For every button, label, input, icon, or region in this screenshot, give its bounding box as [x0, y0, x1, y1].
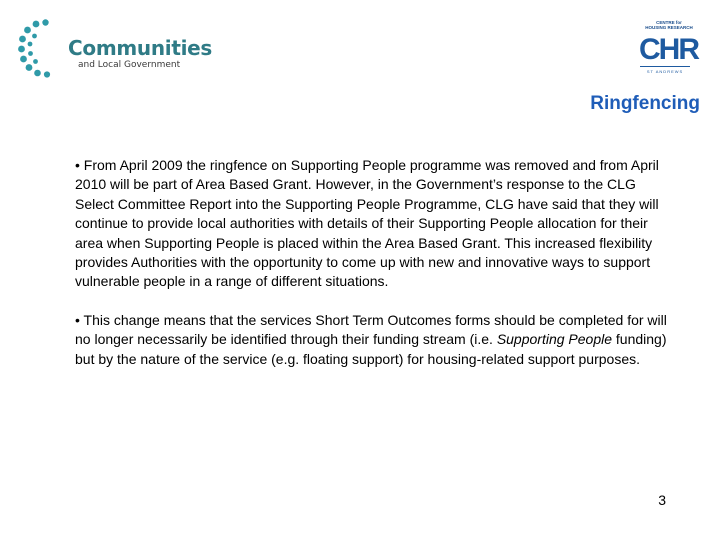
chr-logo-location: ST ANDREWS	[646, 69, 684, 74]
logo-wordmark: Communities	[68, 36, 213, 60]
bullet-2-emphasis: Supporting People	[496, 331, 613, 348]
bullet-2-text-before: • This change means that the services Short Term Outcomes forms should be completed for will no longer necessarily be identified through their funding stream (i.e.	[75, 311, 667, 348]
logo-subtitle: and Local Government	[78, 60, 181, 70]
chr-logo-rule	[640, 66, 690, 67]
bullet-paragraph-1: • From April 2009 the ringfence on Supporting People programme was removed and from April 2010 will be part of Area Based Grant. However, in the Government’s response to the CLG Select Committee Report into the Supporting People Programme, CLG have said that they will continue to provide local authorities with details of their Supporting People allocation for their area when Supporting People is placed within the Area Based Grant. This increased flexibility provides Authorities with the opportunity to come up with new and innovative ways to support vulnerable people in a range of different situations.	[75, 157, 659, 290]
communities-logo	[18, 18, 213, 80]
page-number: 3	[658, 492, 666, 508]
slide-title: Ringfencing	[590, 93, 700, 114]
bullet-2-text-after: funding) but by the nature of the service (e.g. floating support) for housing-related support purposes.	[75, 331, 667, 367]
chr-caption-line-2: HOUSING RESEARCH	[645, 25, 693, 30]
chr-caption-line-1: CENTRE for	[656, 20, 682, 25]
slide-body	[75, 156, 675, 388]
chr-logo	[636, 18, 696, 76]
chr-logo-caption	[644, 20, 694, 30]
bullet-paragraph-2	[75, 311, 675, 369]
chr-logo-mark: CHR	[639, 33, 698, 66]
